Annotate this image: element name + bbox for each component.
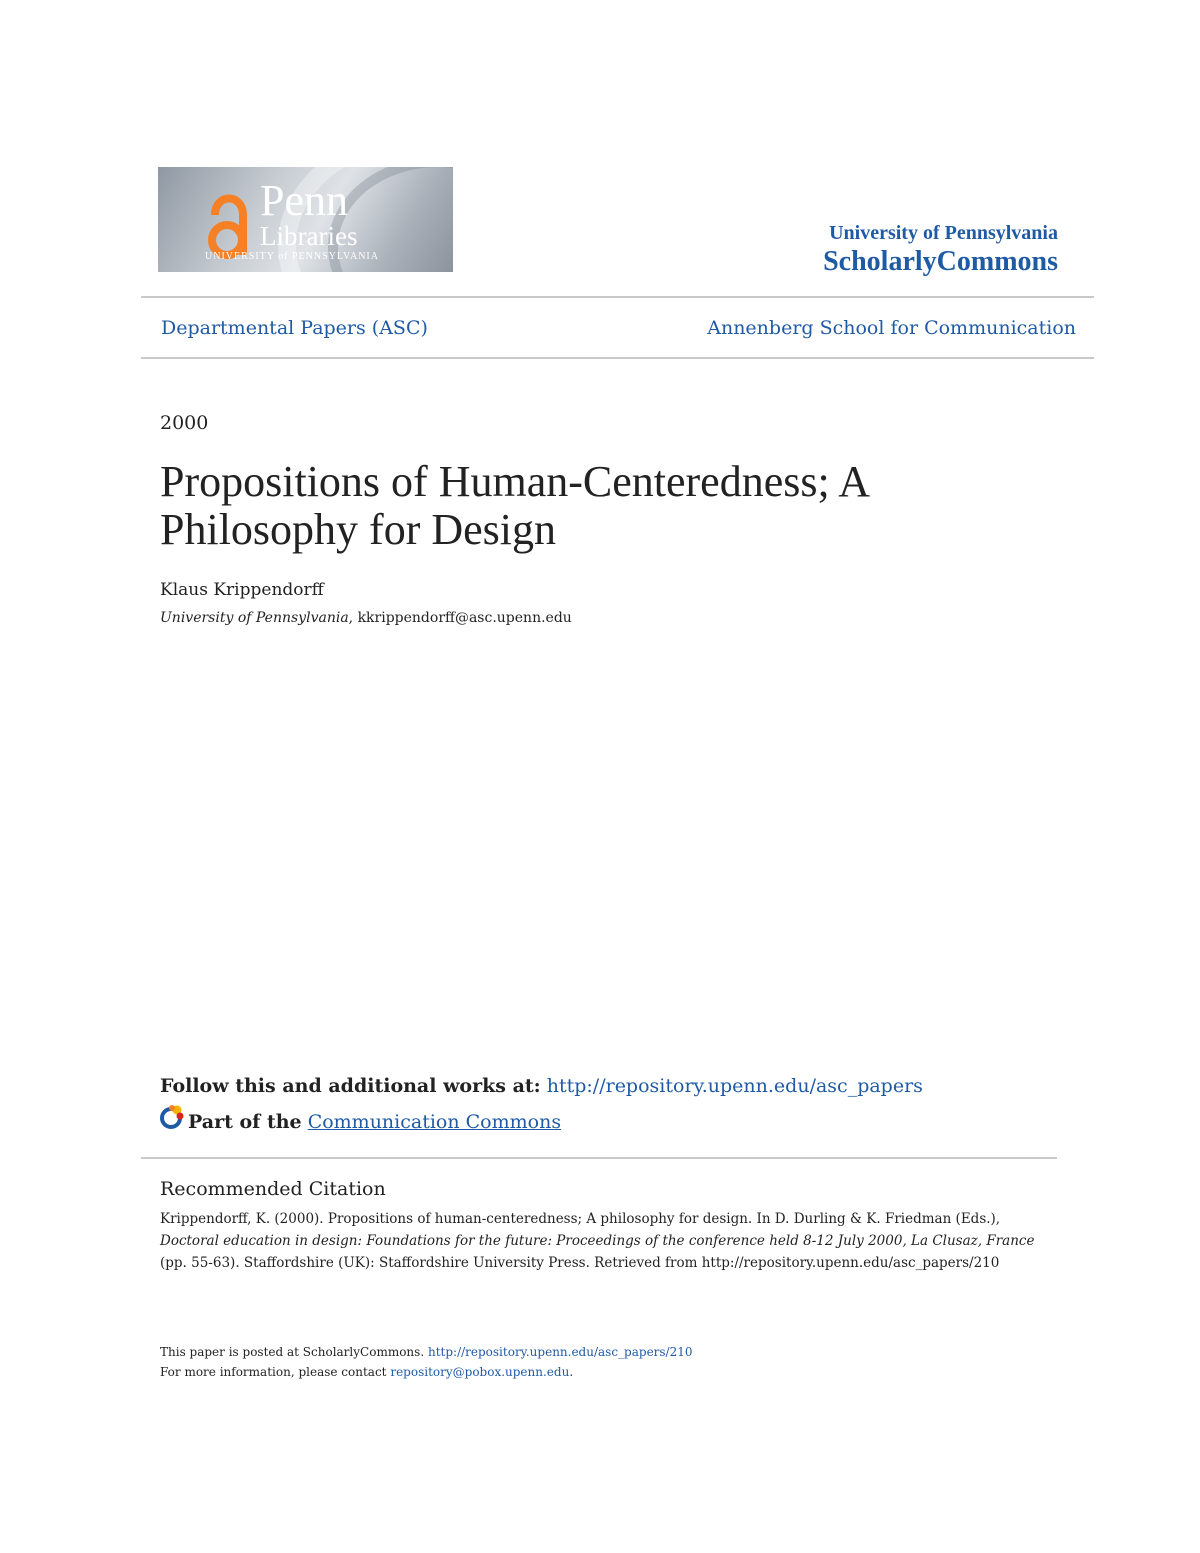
citation-text-end: (pp. 55-63). Staffordshire (UK): Staffordshire University Press. Retrieved from http://repository.upenn.edu/asc_papers/210 — [160, 1255, 1000, 1271]
network-commons-icon — [158, 1104, 184, 1130]
penn-libraries-logo[interactable] — [158, 167, 453, 272]
repository-name[interactable]: ScholarlyCommons — [823, 246, 1058, 277]
follow-line — [160, 1075, 923, 1097]
posted-line — [160, 1342, 693, 1362]
citation-text-start: Krippendorff, K. (2000). Propositions of human-centeredness; A philosophy for design. In D. Durling & K. Friedman (Eds.), — [160, 1211, 1001, 1227]
footer — [160, 1342, 693, 1382]
publication-year: 2000 — [160, 412, 209, 434]
affiliation-email: , kkrippendorff@asc.upenn.edu — [348, 610, 572, 626]
contact-line — [160, 1362, 693, 1382]
author-affiliation — [160, 610, 572, 626]
follow-label: Follow this and additional works at: — [160, 1075, 541, 1097]
contact-label: For more information, please contact — [160, 1365, 387, 1379]
posted-label: This paper is posted at ScholarlyCommons. — [160, 1345, 425, 1359]
citation-text — [160, 1208, 1050, 1274]
institution-name[interactable]: University of Pennsylvania — [829, 222, 1058, 244]
divider — [141, 296, 1094, 298]
communication-commons-link[interactable]: Communication Commons — [307, 1111, 562, 1133]
affiliation-institution: University of Pennsylvania — [160, 610, 349, 626]
posted-url-link[interactable]: http://repository.upenn.edu/asc_papers/210 — [427, 1345, 693, 1359]
school-link[interactable]: Annenberg School for Communication — [707, 317, 1076, 339]
divider — [141, 1157, 1057, 1159]
contact-end: . — [569, 1365, 574, 1379]
citation-source-title: Doctoral education in design: Foundations for the future: Proceedings of the conference held 8-12 July 2000, La Clusaz, France — [160, 1233, 1035, 1249]
logo-word-penn: Penn — [260, 176, 348, 225]
divider — [141, 357, 1094, 359]
contact-email-link[interactable]: repository@pobox.upenn.edu — [390, 1365, 570, 1379]
paper-title: Propositions of Human-Centeredness; A Philosophy for Design — [160, 457, 868, 554]
part-of-label: Part of the — [188, 1111, 302, 1133]
follow-url-link[interactable]: http://repository.upenn.edu/asc_papers — [546, 1075, 923, 1097]
logo-tagline: UNIVERSITY of PENNSYLVANIA — [205, 251, 379, 262]
author-name: Klaus Krippendorff — [160, 580, 324, 600]
part-of-line — [188, 1111, 561, 1133]
citation-heading: Recommended Citation — [160, 1178, 386, 1200]
department-link[interactable]: Departmental Papers (ASC) — [161, 317, 428, 339]
logo-word-libraries: Libraries — [260, 221, 358, 251]
